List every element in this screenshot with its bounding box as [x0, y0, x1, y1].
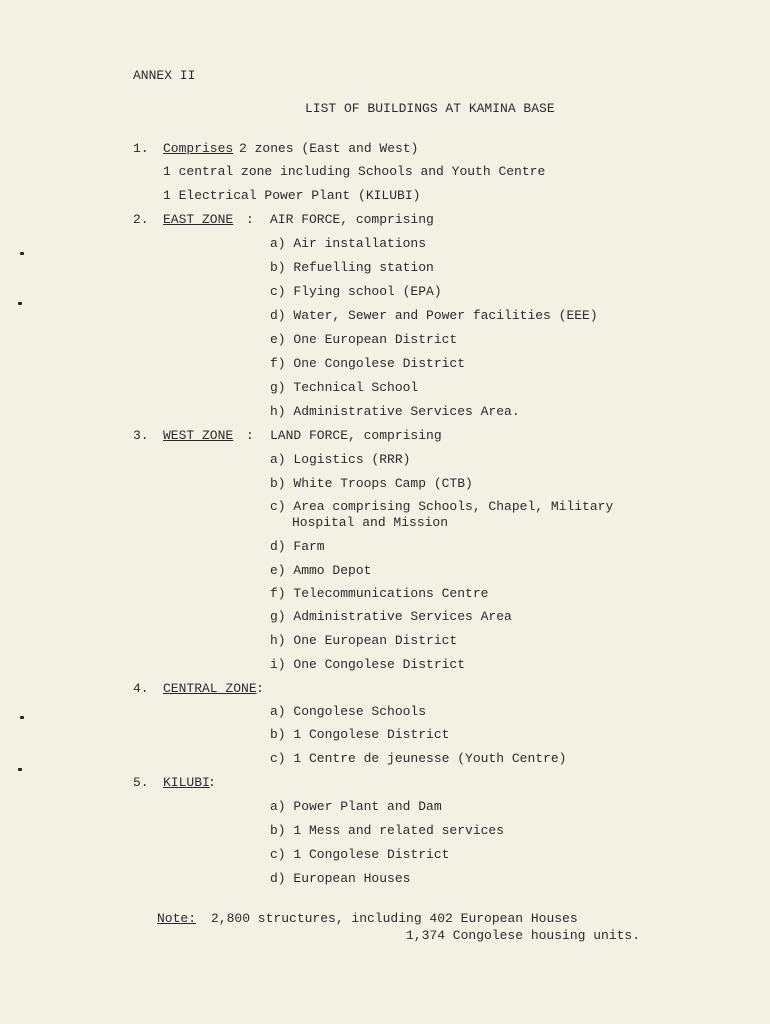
- section-1-line: 1 central zone including Schools and Youth Centre: [163, 164, 546, 179]
- section-2-separator: :: [246, 212, 254, 227]
- list-item: h) Administrative Services Area.: [270, 404, 520, 419]
- list-item: h) One European District: [270, 633, 458, 648]
- section-2-heading: EAST ZONE: [163, 212, 234, 227]
- section-2-description: AIR FORCE, comprising: [270, 212, 434, 227]
- scan-speck: [18, 768, 22, 771]
- list-item-continuation: Hospital and Mission: [292, 515, 449, 530]
- list-item: a) Power Plant and Dam: [270, 799, 442, 814]
- document-title: LIST OF BUILDINGS AT KAMINA BASE: [305, 101, 555, 116]
- list-item: i) One Congolese District: [270, 657, 466, 672]
- section-1-number: 1.: [133, 141, 149, 156]
- list-item: c) 1 Congolese District: [270, 847, 450, 862]
- scan-speck: [20, 252, 24, 255]
- note-line: 1,374 Congolese housing units.: [406, 928, 641, 943]
- section-3-description: LAND FORCE, comprising: [270, 428, 442, 443]
- list-item: d) European Houses: [270, 871, 411, 886]
- list-item: f) Telecommunications Centre: [270, 586, 489, 601]
- section-1-line: 1 Electrical Power Plant (KILUBI): [163, 188, 421, 203]
- list-item: b) White Troops Camp (CTB): [270, 476, 473, 491]
- note-label: Note:: [157, 911, 197, 926]
- scan-speck: [20, 716, 24, 719]
- list-item: b) Refuelling station: [270, 260, 434, 275]
- list-item: b) 1 Mess and related services: [270, 823, 505, 838]
- list-item: e) Ammo Depot: [270, 563, 372, 578]
- scan-speck: [18, 302, 22, 305]
- list-item: d) Water, Sewer and Power facilities (EEE): [270, 308, 598, 323]
- list-item: e) One European District: [270, 332, 458, 347]
- list-item: d) Farm: [270, 539, 325, 554]
- list-item: c) 1 Centre de jeunesse (Youth Centre): [270, 751, 567, 766]
- section-4-colon: :: [256, 681, 264, 696]
- list-item: c) Flying school (EPA): [270, 284, 442, 299]
- section-5-heading: KILUBI: [163, 775, 210, 790]
- section-5-number: 5.: [133, 775, 149, 790]
- note-line: 2,800 structures, including 402 European Houses: [211, 911, 578, 926]
- section-1-line: 2 zones (East and West): [239, 141, 419, 156]
- list-item: a) Air installations: [270, 236, 427, 251]
- section-3-separator: :: [246, 428, 254, 443]
- list-item: f) One Congolese District: [270, 356, 466, 371]
- section-4-number: 4.: [133, 681, 149, 696]
- section-4-heading: CENTRAL ZONE: [163, 681, 257, 696]
- section-5-colon: :: [208, 775, 216, 790]
- list-item: a) Logistics (RRR): [270, 452, 411, 467]
- section-1-heading: Comprises: [163, 141, 234, 156]
- list-item: b) 1 Congolese District: [270, 727, 450, 742]
- section-3-heading: WEST ZONE: [163, 428, 234, 443]
- list-item: g) Technical School: [270, 380, 419, 395]
- list-item: a) Congolese Schools: [270, 704, 427, 719]
- list-item: g) Administrative Services Area: [270, 609, 512, 624]
- list-item: c) Area comprising Schools, Chapel, Military: [270, 499, 614, 514]
- section-3-number: 3.: [133, 428, 149, 443]
- annex-label: ANNEX II: [133, 68, 196, 83]
- section-2-number: 2.: [133, 212, 149, 227]
